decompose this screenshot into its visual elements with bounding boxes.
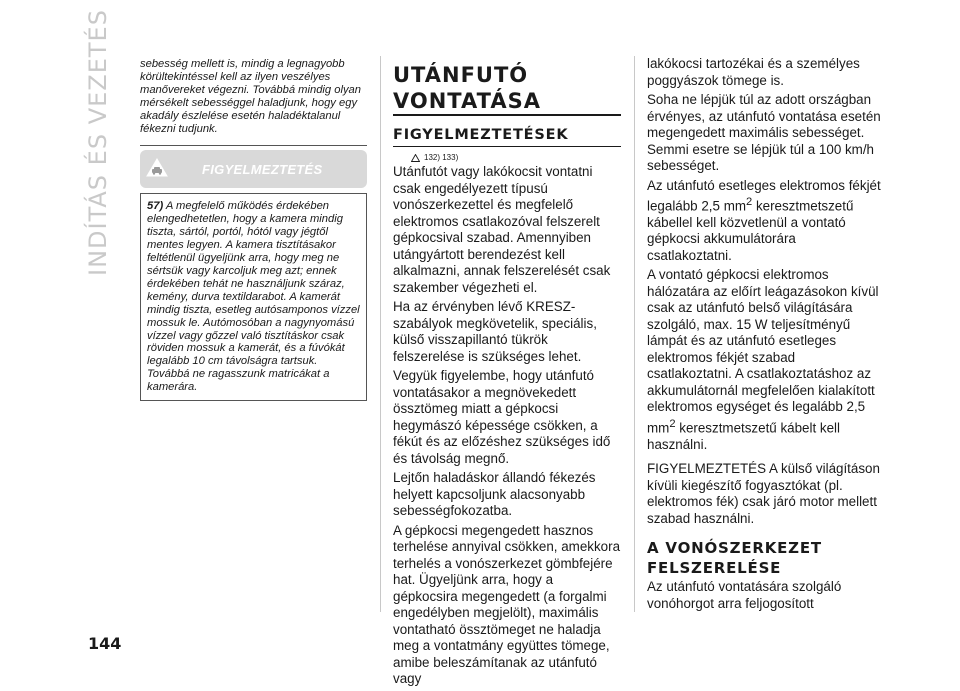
text-run: keresztmetszetű kábellel kell közvetlenül a vontató gépkocsi akkumulátorára csatlakoztatni. xyxy=(647,198,854,263)
section-heading xyxy=(393,62,621,116)
warning-note-box xyxy=(140,193,367,401)
paragraph: FIGYELMEZTETÉS A külső világításon kívüli kiegészítő fogyasztókat (pl. elektromos fék) csak járó motor mellett szabad használni. xyxy=(647,461,880,526)
continued-warning-box xyxy=(140,56,367,146)
car-warning-icon xyxy=(146,157,168,179)
superscript: 2 xyxy=(746,196,753,208)
subheading-line2: FELSZERELÉSE xyxy=(647,559,782,578)
column-right xyxy=(647,56,882,615)
section-heading-line1: UTÁNFUTÓ xyxy=(393,63,529,87)
warning-title: FIGYELMEZTETÉS xyxy=(202,161,323,177)
warning-triangle-icon xyxy=(411,154,420,162)
refs-text: 132) 133) xyxy=(424,153,459,162)
text-run: A vontató gépkocsi elektromos hálózatára az előírt leágazásokon kívül csak az utánfutó belső világítására szolgáló, max. 15 W teljesítményű lámpát és az utánfutó esetleges elektromos fékjét szabad csatlakoztatni. A csatlakoztatáshoz az akkumulátornál megfelelően kialakított elektromos egységet és legalább 2,5 mm xyxy=(647,267,879,436)
continued-warning-text: sebesség mellett is, mindig a legnagyobb körültekintéssel kell az ilyen veszélyes manővereket végezni. Továbbá mindig olyan mérsékelt sebességgel haladjunk, hogy egy akadály észlelése esetén haladéktalanul fékezni tudjunk. xyxy=(140,58,361,135)
text-run: keresztmetszetű kábelt kell használni. xyxy=(647,420,841,452)
warning-header xyxy=(140,150,367,188)
subheading-line1: A VONÓSZERKEZET xyxy=(647,539,822,558)
column-divider xyxy=(634,56,635,612)
paragraph: lakókocsi tartozékai és a személyes poggyászok tömege is. xyxy=(647,56,860,88)
note-number: 57) xyxy=(147,200,164,213)
warning-note xyxy=(147,200,360,394)
chapter-side-title: INDÍTÁS ÉS VEZETÉS xyxy=(84,9,112,276)
page-number: 144 xyxy=(88,634,122,653)
column-left xyxy=(140,56,367,401)
paragraph: Soha ne lépjük túl az adott országban érvényes, az utánfutó vontatása esetén megengedett maximális sebességet. Semmi esetre se lépjük túl a 100 km/h sebességet. xyxy=(647,92,881,173)
column-middle xyxy=(393,56,621,691)
column-divider xyxy=(380,56,381,612)
text-run: Az utánfutó esetleges elektromos fékjét legalább 2,5 mm xyxy=(647,177,881,214)
warning-refs xyxy=(411,153,621,162)
paragraph: Az utánfutó vontatására szolgáló vonóhorgot arra feljogosított xyxy=(647,579,842,611)
section-heading-line2: VONTATÁSA xyxy=(393,89,541,113)
paragraph: Vegyük figyelembe, hogy utánfutó vontatásakor a megnövekedett össztömeg miatt a gépkocsi hegymászó képessége csökken, a fékút és az előzéshez szükséges idő és távolság megnő. xyxy=(393,368,611,466)
paragraph: Lejtőn haladáskor állandó fékezés helyett kapcsoljunk alacsonyabb sebességfokozatba. xyxy=(393,470,596,518)
paragraph: Utánfutót vagy lakókocsit vontatni csak engedélyezett típusú vonószerkezettel és megfelelő elektromos csatlakozóval felszerelt gépkocsival szabad. Amennyiben utángyártott berendezést kell alkalmazni, annak felszerelését csak szakember végezheti el. xyxy=(393,164,611,295)
paragraph: A gépkocsi megengedett hasznos terhelése annyival csökken, amekkora terhelés a vonószerkezet gömbfejére hat. Ügyeljünk arra, hogy a gépkocsira megengedett (a forgalmi engedélyben megjelölt), maximális vontatható össztömeget ne haladja meg a vontatmány együttes tömege, amibe beleszámítanak az utánfutó vagy xyxy=(393,522,621,686)
paragraph xyxy=(647,178,882,265)
superscript: 2 xyxy=(669,417,676,430)
subheading-warnings: FIGYELMEZTETÉSEK xyxy=(393,126,621,147)
note-text: A megfelelő működés érdekében elengedhetetlen, hogy a kamera mindig tiszta, sártól, portól, hótól vagy jégtől mentes legyen. A kamera tisztításakor feltétlenül ügyeljünk arra, hogy meg ne sértsük vagy karcoljuk meg azt; ennek érdekében tehát ne használjunk száraz, kemény, durva textildarabot. A kamerát mindig tiszta, esetleg autósamponos vízzel mossuk le. Autómosóban a nagynyomású vízzel vagy gőzzel való tisztításkor csak röviden mossuk a kamerát, és a fúvókát legalább 10 cm távolságra tartsuk. Továbbá ne ragasszunk matricákat a kamerára. xyxy=(147,200,360,394)
paragraph xyxy=(647,267,882,453)
paragraph: Ha az érvényben lévő KRESZ-szabályok megkövetelik, speciális, külső visszapillantó tükrök felszerelése is szükséges lehet. xyxy=(393,299,597,364)
